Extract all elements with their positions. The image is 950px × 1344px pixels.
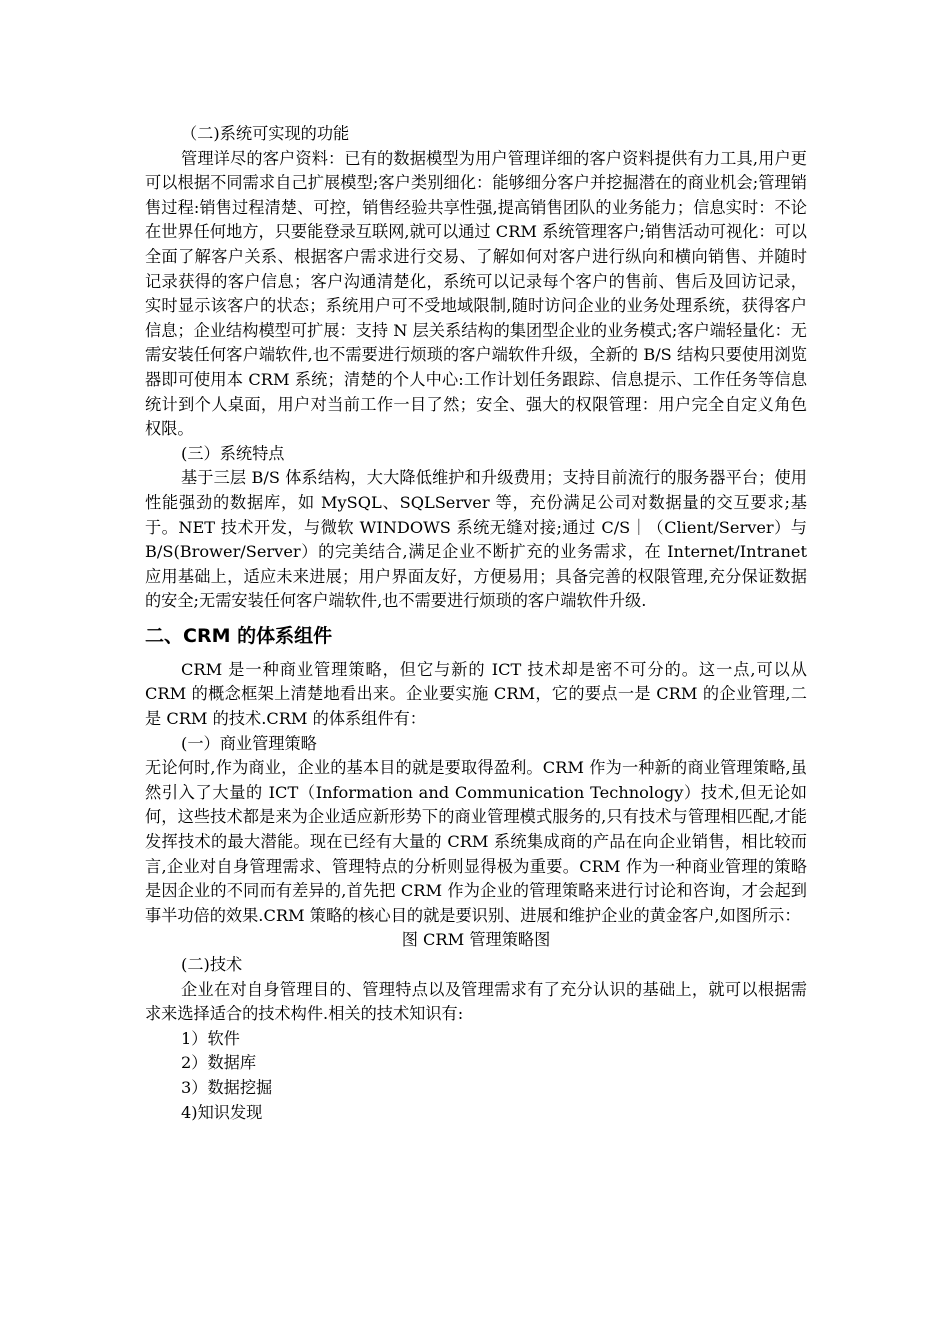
- paragraph-business-strategy: 无论何时,作为商业，企业的基本目的就是要取得盈利。CRM 作为一种新的商业管理策略,虽然引入了大量的 ICT（Information and Communication Technology）技术,但无论如何，这些技术都是来为企业适应新形势下的商业管理模式服务的,只有技术与管理相匹配,才能发挥技术的最大潜能。现在已经有大量的 CRM 系统集成商的产品在向企业销售，相比较而言,企业对自身管理需求、管理特点的分析则显得极为重要。CRM 作为一种商业管理的策略是因企业的不同而有差异的,首先把 CRM 作为企业的管理策略来进行讨论和咨询，才会起到事半功倍的效果.CRM 策略的核心目的就是要识别、进展和维护企业的黄金客户,如图所示：: [145, 758, 807, 925]
- list-item: 1）软件: [181, 1028, 240, 1048]
- paragraph-chapter-intro: CRM 是一种商业管理策略，但它与新的 ICT 技术却是密不可分的。这一点,可以从 CRM 的概念框架上清楚地看出来。企业要实施 CRM，它的要点一是 CRM 的企业管理,二是 CRM 的技术.CRM 的体系组件有：: [145, 659, 807, 729]
- section-heading-technology: (二)技术: [181, 955, 243, 974]
- list-item: 3）数据挖掘: [181, 1077, 273, 1097]
- figure-caption: 图 CRM 管理策略图: [401, 930, 551, 950]
- list-item: 4)知识发现: [181, 1102, 263, 1122]
- section-heading-functions: （二)系统可实现的功能: [181, 124, 350, 143]
- section-heading-features: (三）系统特点: [181, 443, 285, 463]
- document-page: [145, 122, 807, 1125]
- paragraph-features: 基于三层 B/S 体系结构，大大降低维护和升级费用；支持目前流行的服务器平台；使用性能强劲的数据库，如 MySQL、SQLServer 等，充份满足公司对数据量的交互要求;基于。NET 技术开发，与微软 WINDOWS 系统无缝对接;通过 C/S｜（Client/Server）与 B/S(Brower/Server）的完美结合,满足企业不断扩充的业务需求，在 Internet/Intranet 应用基础上，适应未来进展；用户界面友好，方便易用；具备完善的权限管理,充分保证数据的安全;无需安装任何客户端软件,也不需要进行烦琐的客户端软件升级.: [145, 468, 807, 611]
- list-item: 2）数据库: [181, 1053, 257, 1073]
- chapter-title: 二、CRM 的体系组件: [145, 624, 333, 647]
- paragraph-functions: 管理详尽的客户资料：已有的数据模型为用户管理详细的客户资料提供有力工具,用户更可以根据不同需求自己扩展模型;客户类别细化：能够细分客户并挖掘潜在的商业机会;管理销售过程:销售过程清楚、可控，销售经验共享性强,提高销售团队的业务能力；信息实时：不论在世界任何地方，只要能登录互联网,就可以通过 CRM 系统管理客户;销售活动可视化：可以全面了解客户关系、根据客户需求进行交易、了解如何对客户进行纵向和横向销售、并随时记录获得的客户信息；客户沟通清楚化，系统可以记录每个客户的售前、售后及回访记录，实时显示该客户的状态；系统用户可不受地域限制,随时访问企业的业务处理系统，获得客户信息；企业结构模型可扩展：支持 N 层关系结构的集团型企业的业务模式;客户端轻量化：无需安装任何客户端软件,也不需要进行烦琐的客户端软件升级，全新的 B/S 结构只要使用浏览器即可使用本 CRM 系统；清楚的个人中心:工作计划任务跟踪、信息提示、工作任务等信息统计到个人桌面，用户对当前工作一目了然；安全、强大的权限管理：用户完全自定义角色权限。: [145, 148, 807, 439]
- section-heading-business-strategy: (一）商业管理策略: [181, 733, 317, 753]
- paragraph-technology: 企业在对自身管理目的、管理特点以及管理需求有了充分认识的基础上，就可以根据需求来选择适合的技术构件.相关的技术知识有:: [145, 979, 807, 1024]
